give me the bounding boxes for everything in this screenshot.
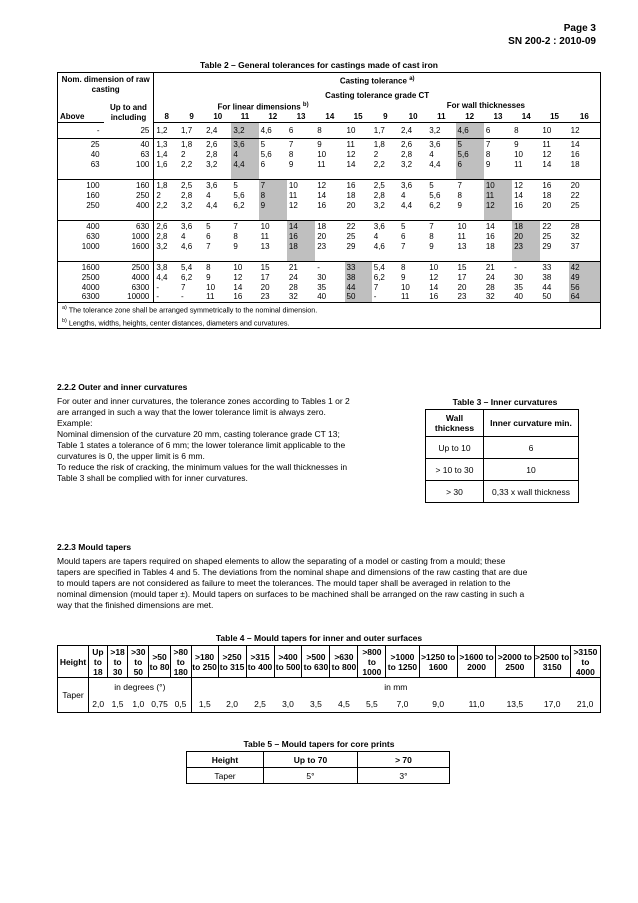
table2-cell-value: 10 12 14 16: [231, 262, 258, 303]
table2-cell-value: 5 5,6 6: [259, 139, 287, 180]
table4-value: 3,5: [302, 695, 330, 713]
section-223-text: [57, 556, 602, 611]
table3-row: [426, 481, 579, 503]
table2-cell-value: 8: [512, 123, 540, 139]
table2-cell-value: - 30 35 40: [315, 262, 344, 303]
table4-value: 1,5: [107, 695, 128, 713]
table2-cell-value: 8 9 10 11: [399, 262, 427, 303]
table2-cell-value: 7 8 9: [259, 180, 287, 221]
table2-cell-value: 18 20 23: [315, 221, 344, 262]
table3: [425, 409, 579, 503]
table2-cell-above: 25 40 63: [58, 139, 104, 180]
table2-footnote-a: [58, 303, 601, 316]
table2-header-tolerance-text: Casting tolerance: [339, 76, 407, 86]
table4-header-range: >800 to 1000: [358, 646, 386, 678]
table2-cell-value: 8: [315, 123, 344, 139]
table2-cell-value: 42 49 56 64: [569, 262, 601, 303]
table2-header-tolerance: [154, 73, 601, 87]
page-number: Page 3: [563, 23, 596, 34]
table2-row: [58, 221, 601, 262]
table2-cell-value: 16 18 20: [540, 180, 568, 221]
table2-cell-value: 5 5,6 6,2: [427, 180, 455, 221]
table2-cell-value: 22 25 29: [345, 221, 372, 262]
table2-footnote-b: [58, 316, 601, 329]
text-line: way that the finished dimensions are met.: [57, 600, 214, 610]
table2-footnote-row: [58, 303, 601, 316]
table3-cell-wall: Up to 10: [426, 437, 484, 459]
table2-cell-value: 21 24 28 32: [287, 262, 315, 303]
table2-cell-upto: 630 1000 1600: [104, 221, 154, 262]
table2-cell-value: 2,6 2,8 3,2: [399, 139, 427, 180]
text-line: are arranged in such a way that the lower tolerance limit is always zero.: [57, 407, 326, 417]
table5-caption: Table 5 – Mould tapers for core prints: [243, 739, 395, 749]
table4-header-range: >1600 to 2000: [457, 646, 495, 678]
table2-row: [58, 262, 601, 303]
table2: [57, 72, 601, 329]
table5: [186, 751, 450, 784]
table4-header-range: >315 to 400: [246, 646, 274, 678]
table3-row: [426, 459, 579, 481]
table2-cell-value: 10 11 13: [259, 221, 287, 262]
text-line: Table 3 shall be complied with for inner curvatures.: [57, 473, 248, 483]
table2-cell-value: 3,6 4 4,4: [231, 139, 258, 180]
section-223-heading: 2.2.3 Mould tapers: [57, 542, 132, 552]
table2-grade-cell: 9: [179, 112, 204, 122]
text-line: Table 1 states a tolerance of 6 mm; the lower tolerance limit applicable to the: [57, 440, 346, 450]
table4-header-row: [58, 646, 601, 678]
table2-wall-grade-cell: 13: [484, 112, 512, 122]
table4-value: 21,0: [570, 695, 600, 713]
table2-cell-value: 12 14 16: [315, 180, 344, 221]
page-header: [508, 22, 596, 48]
table2-cell-value: 15 17 20 23: [456, 262, 484, 303]
table4-value: 11,0: [457, 695, 495, 713]
table2-cell-value: 2,6 2,8 3,2: [204, 139, 231, 180]
table3-header-wall: Wall thickness: [426, 410, 484, 437]
table4-value: 2,0: [89, 695, 108, 713]
table4-header-range: >80 to 180: [170, 646, 191, 678]
table2-grade-cell: 10: [204, 112, 231, 122]
table2-footnote-mark: b): [62, 317, 67, 324]
table5-header-height: Height: [187, 752, 264, 768]
table4: [57, 645, 601, 713]
table2-cell-value: 1,7: [372, 123, 399, 139]
table2-header-grade: Casting tolerance grade CT: [154, 86, 601, 101]
table2-cell-value: 10 11 12: [484, 180, 512, 221]
table2-cell-value: 18 20 23: [512, 221, 540, 262]
table3-cell-curvature: 0,33 x wall thickness: [484, 481, 579, 503]
table2-cell-value: 5 5,6 6,2: [231, 180, 258, 221]
table2-cell-value: 33 38 44 50: [540, 262, 568, 303]
table2-cell-value: 1,8 2 2,2: [372, 139, 399, 180]
text-line: tapers are specified in Tables 4 and 5. The deviations from the nominal shape and dimensions of the raw casting that are due: [57, 567, 528, 577]
text-line: Mould tapers are tapers required on shaped elements to allow the separating of a model or casting from a mould; these: [57, 556, 506, 566]
document-id: SN 200-2 : 2010-09: [508, 36, 596, 47]
table2-cell-value: 10: [345, 123, 372, 139]
table2-cell-value: 5 5,6 6: [456, 139, 484, 180]
table2-footnote-mark: a): [62, 305, 67, 312]
table4-header-range: >630 to 800: [330, 646, 358, 678]
table2-cell-value: 10: [540, 123, 568, 139]
table4-value: 9,0: [419, 695, 457, 713]
table2-wall-grade-cell: 10: [399, 112, 427, 122]
table3-cell-curvature: 10: [484, 459, 579, 481]
table2-cell-value: 7 8 9: [231, 221, 258, 262]
table2-cell-above: 400 630 1000: [58, 221, 104, 262]
table2-cell-value: 3,6 4 4,4: [399, 180, 427, 221]
section-222-heading: 2.2.2 Outer and inner curvatures: [57, 382, 188, 392]
table2-cell-above: 1600 2500 4000 6300: [58, 262, 104, 303]
table3-header-curvature: Inner curvature min.: [484, 410, 579, 437]
text-line: For outer and inner curvatures, the tolerance zones according to Tables 1 or 2: [57, 396, 350, 406]
table2-cell-value: 33 38 44 50: [345, 262, 372, 303]
table2-cell-value: 11 12 14: [540, 139, 568, 180]
table3-cell-curvature: 6: [484, 437, 579, 459]
table2-cell-value: 1,2: [154, 123, 179, 139]
table3-cell-wall: > 30: [426, 481, 484, 503]
table4-value: 1,5: [191, 695, 218, 713]
table4-value: 4,5: [330, 695, 358, 713]
table2-cell-value: 10 11 12: [287, 180, 315, 221]
table2-cell-upto: 25: [104, 123, 154, 139]
table3-caption: Table 3 – Inner curvatures: [452, 397, 558, 407]
table2-caption: Table 2 – General tolerances for castings made of cast iron: [200, 60, 438, 70]
table2-cell-value: 2,5 2,8 3,2: [372, 180, 399, 221]
table2-cell-value: 14 16 18: [287, 221, 315, 262]
text-line: Example:: [57, 418, 93, 428]
text-line: Nominal dimension of the curvature 20 mm, casting tolerance grade CT 13;: [57, 429, 340, 439]
table4-header-range: >18 to 30: [107, 646, 128, 678]
table2-wall-grade-cell: 16: [569, 112, 601, 122]
table4-header-range: >250 to 315: [218, 646, 246, 678]
table2-cell-value: 3,8 4,4 - -: [154, 262, 179, 303]
table4-header-range: >2000 to 2500: [496, 646, 534, 678]
table4-value: 17,0: [534, 695, 570, 713]
table2-cell-value: 15 17 20 23: [259, 262, 287, 303]
table5-taper-label: Taper: [187, 768, 264, 784]
table2-cell-upto: 160 250 400: [104, 180, 154, 221]
table2-wall-grade-cell: 14: [512, 112, 540, 122]
table2-cell-value: 2,4: [204, 123, 231, 139]
table2-cell-value: 12 14 16: [512, 180, 540, 221]
table4-value: 0,75: [149, 695, 171, 713]
table2-cell-value: 5,4 6,2 7 -: [179, 262, 204, 303]
table4-header-range: >1250 to 1600: [419, 646, 457, 678]
text-line: To reduce the risk of cracking, the minimum values for the wall thicknesses in: [57, 462, 348, 472]
table3-cell-wall: > 10 to 30: [426, 459, 484, 481]
table2-cell-value: 5 6 7: [399, 221, 427, 262]
table2-grade-cell: 14: [315, 112, 344, 122]
table2-cell-value: 3,6 4 4,4: [427, 139, 455, 180]
table2-wall-grade-cell: 9: [372, 112, 399, 122]
table4-header-range: >1000 to 1250: [386, 646, 419, 678]
table2-cell-value: 14 16 18: [569, 139, 601, 180]
table2-cell-value: 3,6 4 4,6: [372, 221, 399, 262]
table4-header-range: >50 to 80: [149, 646, 171, 678]
table2-footnote-text: Lengths, widths, heights, center distances, diameters and curvatures.: [68, 317, 290, 327]
table4-value: 2,0: [218, 695, 246, 713]
table2-cell-value: 7 8 9: [484, 139, 512, 180]
table4-header-range: Up to 18: [89, 646, 108, 678]
table2-cell-value: 1,8 2 2,2: [179, 139, 204, 180]
table2-header-upto: Up to and including: [104, 101, 154, 123]
text-line: to mould tapers are not considered as failure to meet the tolerances. The mould taper shall be averaged in relation to the: [57, 578, 511, 588]
section-222-text: [57, 396, 417, 484]
table2-footnote-text: The tolerance zone shall be arranged symmetrically to the nominal dimension.: [68, 305, 318, 315]
table2-cell-value: 21 24 28 32: [484, 262, 512, 303]
table4-header-range: >2500 to 3150: [534, 646, 570, 678]
table2-cell-value: 5 6 7: [204, 221, 231, 262]
table4-value: 13,5: [496, 695, 534, 713]
table2-cell-value: 5,4 6,2 7 -: [372, 262, 399, 303]
table2-cell-value: 8 9 10 11: [204, 262, 231, 303]
table2-cell-value: 1,8 2 2,2: [154, 180, 179, 221]
table2-cell-value: 10 12 14 16: [427, 262, 455, 303]
table2-row: [58, 180, 601, 221]
table4-unit-degrees: in degrees (°): [89, 678, 192, 696]
table4-unit-row: [58, 678, 601, 696]
table2-header-blank: [58, 101, 104, 112]
table2-cell-value: 7 8 9: [287, 139, 315, 180]
table2-cell-value: 20 22 25: [569, 180, 601, 221]
table4-value: 2,5: [246, 695, 274, 713]
table2-grade-cell: 8: [154, 112, 179, 122]
table2-header-above: Above: [58, 112, 104, 122]
table2-header-wall: For wall thicknesses: [372, 101, 601, 112]
table2-header-linear-sup: b): [302, 102, 309, 109]
table2-grade-cell: 15: [345, 112, 372, 122]
table2-cell-value: 22 25 29: [540, 221, 568, 262]
table2-grade-cell: 11: [231, 112, 258, 122]
table2-cell-value: 2,6 2,8 3,2: [154, 221, 179, 262]
table2-cell-value: 3,2: [231, 123, 258, 139]
table2-cell-value: 9 10 11: [512, 139, 540, 180]
table4-value: 7,0: [386, 695, 419, 713]
table2-footnote-row: [58, 316, 601, 329]
table2-wall-grade-cell: 12: [456, 112, 484, 122]
table2-cell-value: 2,4: [399, 123, 427, 139]
table2-cell-value: 3,6 4 4,4: [204, 180, 231, 221]
table2-header-linear-text: For linear dimensions: [217, 102, 301, 112]
table4-value: 5,5: [358, 695, 386, 713]
text-line: nominal dimension (mould taper ±). Mould tapers on surfaces to be machined shall be arranged on the raw casting in such a: [57, 589, 525, 599]
table2-wall-grade-cell: 11: [427, 112, 455, 122]
table4-header-range: >400 to 500: [274, 646, 302, 678]
table2-cell-upto: 40 63 100: [104, 139, 154, 180]
table4-value: 1,0: [128, 695, 149, 713]
table5-header-upto70: Up to 70: [264, 752, 358, 768]
table2-cell-value: - 30 35 40: [512, 262, 540, 303]
table2-cell-value: 6: [484, 123, 512, 139]
table4-taper-label: Taper: [58, 678, 89, 713]
table2-wall-grade-cell: 15: [540, 112, 568, 122]
table4-value: 3,0: [274, 695, 302, 713]
table2-cell-value: 1,3 1,4 1,6: [154, 139, 179, 180]
table2-row: [58, 123, 601, 139]
table4-header-height: Height: [58, 646, 89, 678]
table2-cell-value: 1,7: [179, 123, 204, 139]
table2-cell-value: 2,5 2,8 3,2: [179, 180, 204, 221]
table2-header-tolerance-sup: a): [409, 76, 415, 82]
table2-cell-upto: 2500 4000 6300 10000: [104, 262, 154, 303]
table4-header-range: >180 to 250: [191, 646, 218, 678]
table4-value-row: [58, 695, 601, 713]
table2-cell-value: 4,6: [259, 123, 287, 139]
table5-taper-upto70: 5°: [264, 768, 358, 784]
table4-unit-mm: in mm: [191, 678, 600, 696]
table2-cell-value: 7 8 9: [427, 221, 455, 262]
table2-cell-value: 3,2: [427, 123, 455, 139]
table2-cell-value: 6: [287, 123, 315, 139]
table2-cell-value: 4,6: [456, 123, 484, 139]
table2-grade-cell: 12: [259, 112, 287, 122]
table2-cell-value: 9 10 11: [315, 139, 344, 180]
table2-cell-value: 28 32 37: [569, 221, 601, 262]
table2-header-nominal: Nom. dimension of raw casting: [58, 73, 154, 102]
table2-cell-value: 14 16 18: [484, 221, 512, 262]
table2-cell-value: 12: [569, 123, 601, 139]
table2-cell-value: 16 18 20: [345, 180, 372, 221]
table4-header-range: >30 to 50: [128, 646, 149, 678]
table2-cell-above: 100 160 250: [58, 180, 104, 221]
table5-taper-gt70: 3°: [358, 768, 450, 784]
table4-header-range: >3150 to 4000: [570, 646, 600, 678]
table4-caption: Table 4 – Mould tapers for inner and outer surfaces: [215, 633, 423, 643]
text-line: curvatures is 0, the upper limit is 6 mm.: [57, 451, 205, 461]
table5-header-gt70: > 70: [358, 752, 450, 768]
table2-cell-value: 7 8 9: [456, 180, 484, 221]
table3-row: [426, 437, 579, 459]
table2-header-linear: [154, 101, 372, 112]
table2-cell-above: -: [58, 123, 104, 139]
table2-grade-cell: 13: [287, 112, 315, 122]
table2-cell-value: 11 12 14: [345, 139, 372, 180]
table2-header-row: [58, 101, 601, 112]
table4-value: 0,5: [170, 695, 191, 713]
table2-cell-value: 3,6 4 4,6: [179, 221, 204, 262]
table4-header-range: >500 to 630: [302, 646, 330, 678]
table2-row: [58, 139, 601, 180]
table2-header-row: [58, 73, 601, 87]
table2-cell-value: 10 11 13: [456, 221, 484, 262]
